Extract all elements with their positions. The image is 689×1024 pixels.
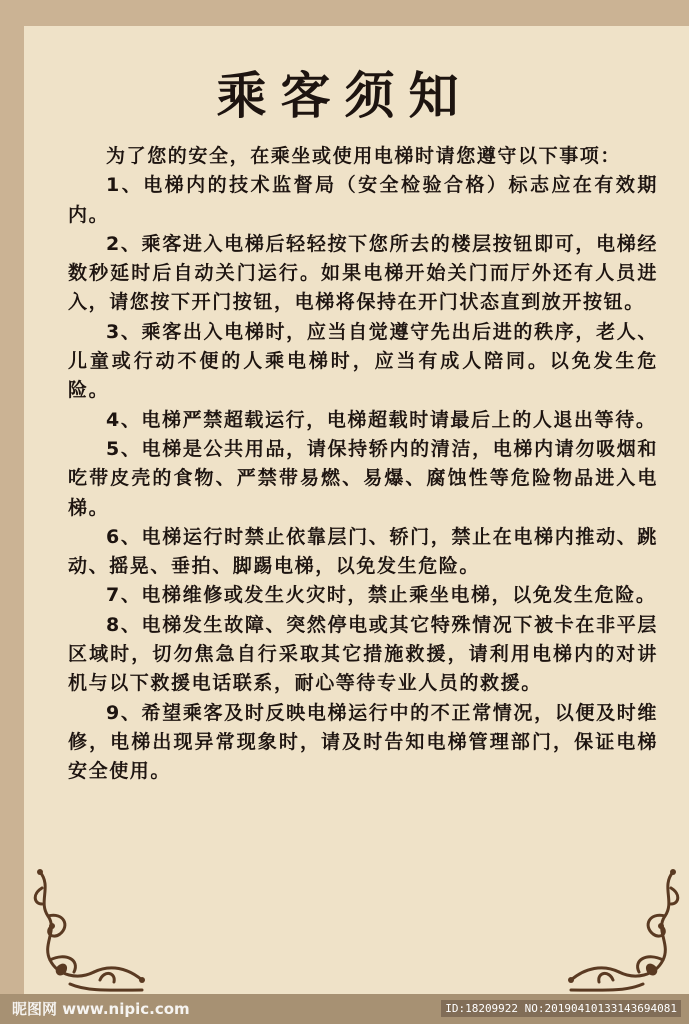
site-watermark: 昵图网 www.nipic.com [12,1000,190,1018]
rule-item: 5、电梯是公共用品，请保持轿内的清洁，电梯内请勿吸烟和吃带皮壳的食物、严禁带易燃、易爆、腐蚀性等危险物品进入电梯。 [68,437,658,519]
rule-item: 1、电梯内的技术监督局（安全检验合格）标志应在有效期内。 [68,174,658,226]
rule-item: 7、电梯维修或发生火灾时，禁止乘坐电梯，以免发生危险。 [106,584,657,607]
notice-body [68,142,658,787]
intro-text: 为了您的安全，在乘坐或使用电梯时请您遵守以下事项： [106,145,622,167]
rule-item: 8、电梯发生故障、突然停电或其它特殊情况下被卡在非平层区域时，切勿焦急自行采取其它措施救援，请利用电梯内的对讲机与以下救援电话联系，耐心等待专业人员的救援。 [68,613,658,695]
corner-ornament-left-icon [30,868,150,996]
corner-ornament-right-icon [563,868,683,996]
rule-item: 4、电梯严禁超载运行，电梯超载时请最后上的人退出等待。 [106,408,657,431]
rule-item: 6、电梯运行时禁止依靠层门、轿门，禁止在电梯内推动、跳动、摇晃、垂拍、脚踢电梯，以免发生危险。 [68,525,658,578]
rule-item: 3、乘客出入电梯时，应当自觉遵守先出后进的秩序，老人、儿童或行动不便的人乘电梯时，应当有成人陪同。以免发生危险。 [68,320,658,402]
rule-item: 9、希望乘客及时反映电梯运行中的不正常情况，以便及时维修，电梯出现异常现象时，请及时告知电梯管理部门，保证电梯安全使用。 [68,701,658,783]
rule-item: 2、乘客进入电梯后轻轻按下您所去的楼层按钮即可，电梯经数秒延时后自动关门运行。如果电梯开始关门而厅外还有人员进入，请您按下开门按钮，电梯将保持在开门状态直到放开按钮。 [68,232,658,314]
page-title: 乘客须知 [216,67,473,125]
id-watermark: ID:18209922 NO:20190410133143694081 [441,1000,681,1017]
